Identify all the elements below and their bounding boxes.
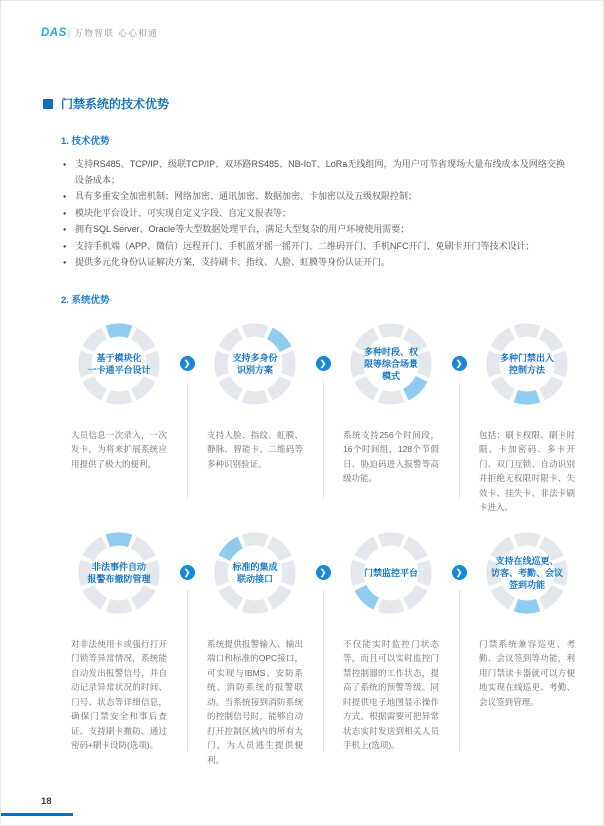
advantage-title-line: 签到功能 [508,579,545,590]
advantage-item-6 [199,531,311,768]
brand-slogan: 万物智联 心心相通 [74,28,159,38]
next-arrow-icon: ❯ [452,565,467,580]
advantage-ring [213,531,297,615]
advantage-ring [485,322,569,406]
advantage-description: 系统支持256个时间段，16个时间组，128个节假日、胁迫码进入报警等高级功能。 [343,429,439,483]
advantage-description: 支持人脸、指纹、虹膜、静脉、智能卡、二维码等多种识别验证。 [207,429,303,469]
tech-bullet-item: ● 支持手机端（APP、微信）远程开门、手机蓝牙摇一摇开门、二维码开门、手机NFC开门、免刷卡开门等技术设计； [63,239,565,255]
advantage-title [349,322,433,406]
next-arrow-icon: ❯ [316,565,331,580]
advantage-item-3 [335,322,447,515]
advantage-description: 人员信息一次录入，一次发卡，为将来扩展系统应用提供了极大的便利。 [71,429,167,469]
brand-logo: DAS [41,27,67,39]
advantage-title-line: 访客、考勤、会议 [490,567,563,578]
advantage-title [485,322,569,406]
advantage-title-line: 一卡通平台设计 [87,364,151,375]
advantage-title [77,322,161,406]
advantage-title-line: 支持在线巡更、 [495,555,559,566]
advantage-description: 系统提供报警输入、输出端口和标准的OPC接口，可实现与IBMS、安防系统、消防系统的报警联动。当系统接到消防系统的控制信号时，能够自动打开控制区域内的所有大门，为人员逃生提供便利。 [207,638,303,765]
advantage-item-7 [335,531,447,768]
advantage-title-line: 支持多身份 [232,352,278,363]
advantage-ring [213,322,297,406]
advantage-title-line: 控制方法 [508,364,545,375]
advantage-grid [63,322,575,768]
advantage-title-line: 限等综合场景 [363,358,418,369]
page-content [43,95,575,783]
divider-line [187,590,188,752]
divider-line [459,381,460,499]
advantage-ring [485,531,569,615]
advantage-title-line: 报警布撤防管理 [87,573,151,584]
advantage-item-8 [471,531,583,768]
next-arrow-icon: ❯ [180,565,195,580]
advantage-title-line: 模式 [381,370,400,381]
advantage-description: 门禁系统兼容巡更、考勤、会议签到等功能，利用门禁读卡器就可以方便地实现在线巡更、考勤、会议签到管理。 [479,638,575,707]
tech-bullet-item: ● 拥有SQL Server、Oracle等大型数据处理平台，满足大型复杂的用户环境使用需要； [63,222,565,238]
advantage-description: 包括：刷卡权限、刷卡时限、卡加密码、多卡开门、双门互锁、自动识别并拒绝无权限时限卡、失效卡、挂失卡、非法卡刷卡进入。 [479,429,575,512]
advantage-title [213,531,297,615]
page-header [41,27,158,39]
brand-separator: | [67,28,71,39]
advantage-title-line: 识别方案 [236,364,273,375]
advantage-title-line: 非法事件自动 [91,561,146,572]
next-arrow-icon: ❯ [452,356,467,371]
column-divider [447,531,471,768]
subsection-system-label: 2. 系统优势 [61,294,110,306]
advantage-title-line: 多种门禁出入 [499,352,554,363]
advantage-item-4 [471,322,583,515]
advantage-title-line: 多种时段、权 [363,346,418,357]
advantage-title-line: 门禁监控平台 [363,567,418,578]
section-title-text: 门禁系统的技术优势 [61,97,170,111]
advantage-ring [77,322,161,406]
advantage-description: 对非法使用卡或强行打开门锁等异常情况，系统能自动发出报警信号，并自动记录异常状况的时间、门号、状态等详细信息，确保门禁安全和事后查证。支持刷卡撤防、通过密码+刷卡设防(选项)。 [71,638,167,750]
advantage-description: 不仅能实时监控门状态等，而且可以实时监控门禁控制器的工作状态，提高了系统的预警等级。同时提供电子地图显示操作方式。根据需要可把异常状态实时发送到相关人员手机上(选项)。 [343,638,439,750]
advantage-ring [349,531,433,615]
tech-bullet-item: ● 支持RS485、TCP/IP、级联TCP/IP、双环路RS485、NB-IoT、LoRa无线组网，为用户可节省现场大量布线成本及网络交换设备成本； [63,157,565,188]
advantage-title-line: 标准的集成 [232,561,278,572]
advantage-item-5 [63,531,175,768]
section-square-icon [43,99,53,109]
column-divider [311,531,335,768]
column-divider [175,531,199,768]
advantage-title-line: 联动接口 [236,573,273,584]
footer-accent-bar [1,813,73,816]
advantage-ring [77,531,161,615]
advantage-item-2 [199,322,311,515]
divider-line [323,381,324,499]
divider-line [323,590,324,752]
column-divider [447,322,471,515]
column-divider [175,322,199,515]
tech-bullet-item: ● 模块化平台设计、可实现自定义字段、自定义报表等； [63,206,565,222]
divider-line [459,590,460,752]
divider-line [187,381,188,499]
tech-bullets [63,157,565,271]
advantage-title-line: 基于模块化 [96,352,142,363]
advantage-ring [349,322,433,406]
next-arrow-icon: ❯ [316,356,331,371]
section-title [43,95,565,112]
next-arrow-icon: ❯ [180,356,195,371]
subsection-tech-label: 1. 技术优势 [61,136,110,147]
advantage-title [349,531,433,615]
advantage-item-1 [63,322,175,515]
advantage-title [77,531,161,615]
tech-bullet-item: ● 提供多元化身份认证解决方案，支持刷卡、指纹、人脸、虹膜等身份认证开门。 [63,255,565,271]
advantage-row-2 [63,531,575,768]
advantage-title [485,531,569,615]
column-divider [311,322,335,515]
advantage-row-1 [63,322,575,515]
tech-bullet-item: ● 具有多重安全加密机制；网络加密、通讯加密、数据加密、卡加密以及五级权限控制； [63,189,565,205]
advantage-title [213,322,297,406]
page-number: 18 [41,796,52,807]
